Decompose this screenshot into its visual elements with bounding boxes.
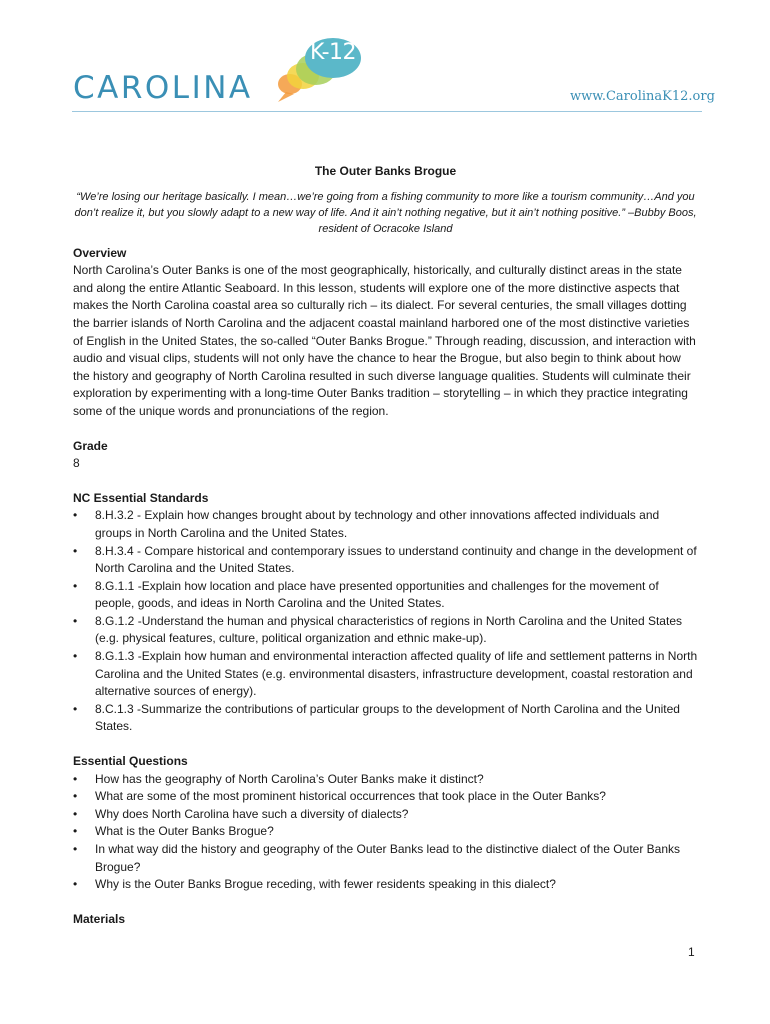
page-number: 1 [688,945,695,959]
list-item: • Why does North Carolina have such a diversity of dialects? [73,806,698,824]
bullet-icon: • [73,701,78,716]
list-item: • 8.G.1.3 -Explain how human and environmental interaction affected quality of life and settlement patterns in North Carolina and the United States (e.g. environmental disasters, infrastructure development, coastal restoration and alternative sources of energy). [73,649,698,699]
k12-badge-label: K-12 [310,40,357,65]
bullet-icon: • [73,877,78,892]
list-item: • 8.G.1.2 -Understand the human and physical characteristics of regions in North Carolina and the United States (e.g. physical features, culture, political organization and ethnic make-up). [73,613,682,646]
overview-paragraph: North Carolina’s Outer Banks is one of the most geographically, historically, and culturally distinct areas in the state and along the entire Atlantic Seaboard. In this lesson, students will explore one of the more distinctive aspects that makes the North Carolina coastal area so culturally rich – its dialect. For several centuries, the small villages dotting the barrier islands of North Carolina and the adjacent coastal mainland harbored one of the most distinctive varieties of English in the United States, the so-called “Outer Banks Brogue.” Through reading, discussion, and interaction with audio and visual clips, students will not only have the chance to hear the Brogue, but also begin to think about how the history and geography of North Carolina resulted in such diverse language qualities. Students will culminate their exploration by experimenting with a long-time Outer Banks tradition – storytelling – in which they practice integrating some of the unique words and pronunciations of the region. [73,263,696,418]
list-item: • What are some of the most prominent historical occurrences that took place in the Outer Banks? [73,788,698,806]
site-url: www.CarolinaK12.org [570,89,715,104]
list-item: • How has the geography of North Carolina’s Outer Banks make it distinct? [73,771,698,789]
bullet-icon: • [73,578,78,593]
bullet-icon: • [73,842,78,856]
list-item: • 8.H.3.2 - Explain how changes brought about by technology and other innovations affected individuals and groups in North Carolina and the United States. [73,508,660,540]
bullet-icon: • [73,771,78,786]
bullet-icon: • [73,806,78,821]
list-item: • What is the Outer Banks Brogue? [73,823,698,841]
page-header [0,0,770,120]
bullet-icon: • [73,543,78,558]
standards-list [73,507,698,736]
grade-heading: Grade [73,438,108,453]
list-item: • In what way did the history and geography of the Outer Banks lead to the distinctive dialect of the Outer Banks Brogue? [73,842,681,874]
bullet-icon: • [73,824,78,839]
questions-heading: Essential Questions [73,754,188,769]
list-item: • 8.H.3.4 - Compare historical and contemporary issues to understand continuity and change in the development of North Carolina and the United States. [73,543,697,576]
list-item: • 8.G.1.1 -Explain how location and place have presented opportunities and challenges for the movement of people, goods, and ideas in North Carolina and the United States. [73,578,659,611]
carolina-logo-wordmark: CAROLINA [73,70,253,106]
header-divider [72,111,702,112]
overview-heading: Overview [73,245,127,260]
bullet-icon: • [73,613,78,628]
list-item: • Why is the Outer Banks Brogue receding, with fewer residents speaking in this dialect? [73,876,698,894]
list-item: • 8.C.1.3 -Summarize the contributions of particular groups to the development of North Carolina and the United States. [73,701,680,734]
questions-list [73,771,698,894]
materials-heading: Materials [73,911,126,926]
bullet-icon: • [73,649,78,664]
document-body [73,163,698,928]
grade-value: 8 [73,456,80,471]
bullet-icon: • [73,789,78,804]
standards-heading: NC Essential Standards [73,490,209,505]
document-title: The Outer Banks Brogue [314,164,457,178]
bullet-icon: • [73,508,78,523]
epigraph-quote: “We’re losing our heritage basically. I mean…we’re going from a fishing community to more like a tourism community…And you don’t realize it, but you slowly adapt to a new way of life. And it ain’t nothing negative, but it ain’t nothing positive.” –Bubby Boos, resident of Ocracoke Island [74,190,697,235]
